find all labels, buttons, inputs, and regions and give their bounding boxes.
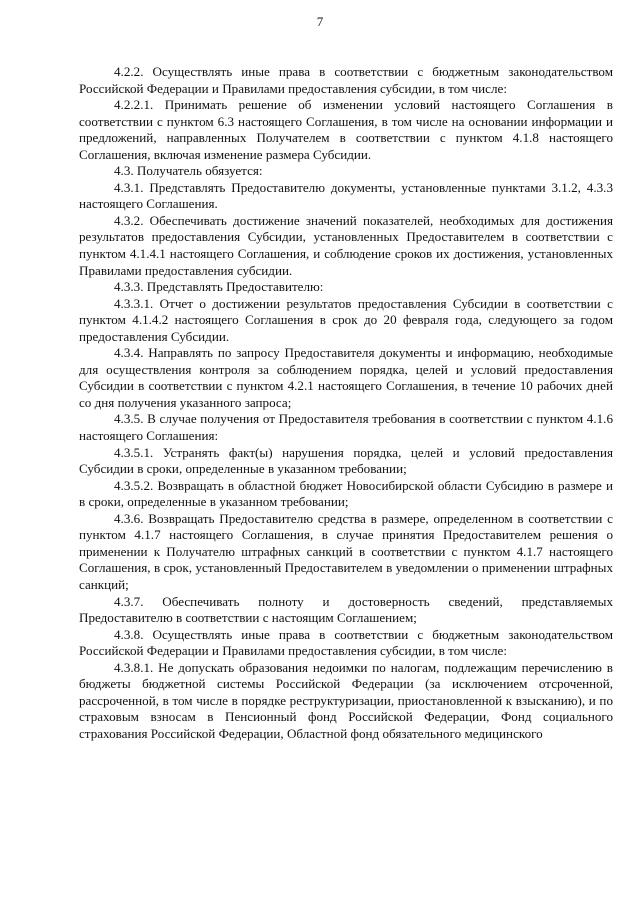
paragraph-4-3-1: 4.3.1. Представлять Предоставителю документы, установленные пунктами 3.1.2, 4.3.3 настоящего Соглашения. [79,179,613,212]
paragraph-4-3-2: 4.3.2. Обеспечивать достижение значений показателей, необходимых для достижения результатов предоставления Субсидии, установленных Предоставителем в соответствии с пунктом 4.1.4.1 настоящего Соглашения, и соблюдение сроков их достижения, установленных Правилами предоставления субсидии. [79,212,613,278]
paragraph-4-2-2-1: 4.2.2.1. Принимать решение об изменении условий настоящего Соглашения в соответствии с пунктом 6.3 настоящего Соглашения, в том числе на основании информации и предложений, направленных Получателем в соответствии с пунктом 4.1.8 настоящего Соглашения, включая изменение размера Субсидии. [79,97,613,162]
paragraph-4-3-5-1: 4.3.5.1. Устранять факт(ы) нарушения порядка, целей и условий предоставления Субсидии в сроки, определенные в указанном требовании; [79,444,613,477]
paragraph-4-3-3: 4.3.3. Представлять Предоставителю: [114,279,324,295]
paragraph-4-3-4: 4.3.4. Направлять по запросу Предоставителя документы и информацию, необходимые для осуществления контроля за соблюдением порядка, целей и условий предоставления Субсидии в соответствии с пунктом 4.2.1 настоящего Соглашения, в течение 10 рабочих дней со дня получения указанного запроса; [79,345,613,410]
paragraph-4-3-6: 4.3.6. Возвращать Предоставителю средства в размере, определенном в соответствии с пунктом 4.1.7 настоящего Соглашения, в случае принятия Предоставителем решения о применении к Получателю штрафных санкций в соответствии с пунктом 4.1.7 настоящего Соглашения, в срок, установленный Предоставителем в уведомлении о применении штрафных санкций; [79,510,613,592]
paragraph-4-3-7: 4.3.7. Обеспечивать полноту и достоверность сведений, представляемых Предоставителю в соответствии с настоящим Соглашением; [79,593,613,626]
paragraph-4-3-3-1: 4.3.3.1. Отчет о достижении результатов предоставления Субсидии в соответствии с пунктом 4.1.4.2 настоящего Соглашения в срок до 20 февраля года, следующего за годом предоставления Субсидии. [79,295,613,344]
paragraph-4-3-5: 4.3.5. В случае получения от Предоставителя требования в соответствии с пунктом 4.1.6 настоящего Соглашения: [79,411,613,444]
paragraph-4-2-2: 4.2.2. Осуществлять иные права в соответствии с бюджетным законодательством Российской Федерации и Правилами предоставления субсидии, в том числе: [79,64,613,96]
paragraph-4-3-8: 4.3.8. Осуществлять иные права в соответствии с бюджетным законодательством Российской Федерации и Правилами предоставления субсидии, в том числе: [79,626,613,659]
paragraph-4-3-5-2: 4.3.5.2. Возвращать в областной бюджет Новосибирской области Субсидию в размере и в сроки, определенные в указанном требовании; [79,477,613,510]
paragraph-4-3-8-1: 4.3.8.1. Не допускать образования недоимки по налогам, подлежащим перечислению в бюджеты бюджетной системы Российской Федерации (за исключением отсроченной, рассроченной, в том числе в порядке реструктуризации, приостановленной к взысканию), и по страховым взносам в Пенсионный фонд Российской Федерации, Фонд социального страхования Российской Федерации, Областной фонд обязательного медицинского [79,659,613,741]
page-number: 7 [316,14,324,29]
paragraph-4-3: 4.3. Получатель обязуется: [114,163,263,179]
document-body [79,64,613,742]
